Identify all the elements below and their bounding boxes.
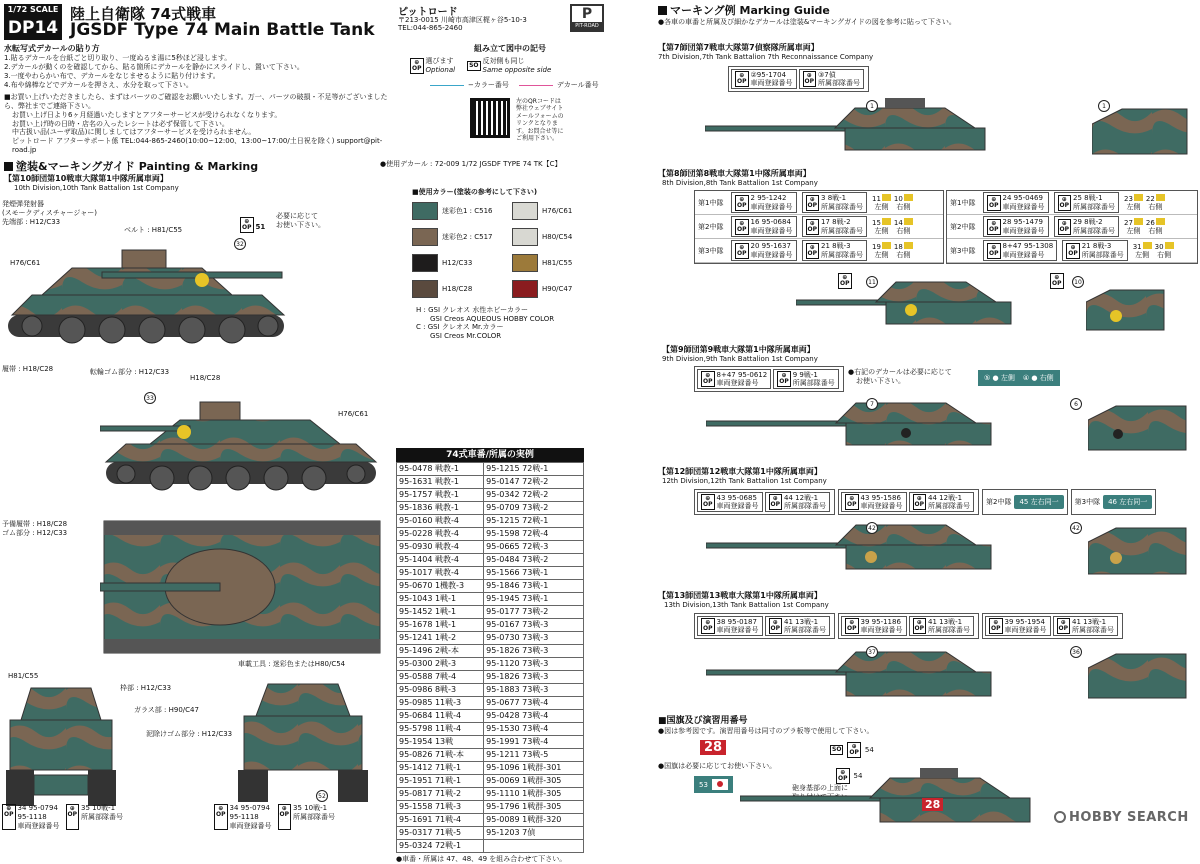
- color-swatch: [412, 280, 438, 298]
- decal-used: ●使用デカール : 72-009 1/72 JGSDF TYPE 74 TK【C】: [380, 160, 562, 168]
- color-swatch: [512, 280, 538, 298]
- callout-belt: ベルト : H81/C55: [124, 226, 183, 234]
- table-row: [397, 801, 584, 814]
- op-marker-51: ⊕ OP 51: [242, 218, 266, 231]
- table-cell: 95-0817 71戦-2: [397, 788, 484, 801]
- table-cell: 95-0665 72戦-3: [484, 541, 584, 554]
- table-row: [397, 840, 584, 853]
- table-cell: 95-1826 73戦-3: [484, 671, 584, 684]
- optional-label: 選びます: [425, 57, 454, 66]
- unit-9-tank-rear: [1088, 404, 1188, 452]
- table-cell: 95-1412 71戦-1: [397, 762, 484, 775]
- side-right: 14 右側: [894, 218, 913, 235]
- company-row: 第3中隊 ⊕ OP 8+47 95-1308 車両登録番号 ⊕ OP 21 8戦-3 所属部隊番号 31 左側 30 右側: [947, 239, 1197, 263]
- decal-marker: 32: [234, 238, 246, 250]
- table-cell: 95-0428 73戦-4: [484, 710, 584, 723]
- decal-step: 1.貼るデカールを台紙ごと切り取り、一度ぬるま湯に5秒ほど浸します。: [4, 54, 232, 63]
- table-cell: 95-1945 73戦-1: [484, 593, 584, 606]
- decal-marker: 1: [1098, 100, 1110, 112]
- table-row: [397, 580, 584, 593]
- color-item: [512, 200, 612, 222]
- company-label: 第1中隊: [950, 198, 976, 207]
- color-item: [412, 278, 512, 300]
- table-row: [397, 541, 584, 554]
- company-row: 第2中隊 ⊕ OP 16 95-0684 車両登録番号 ⊕ OP 17 8戦-2 所属部隊番号 15 左側 14 右側: [695, 215, 943, 239]
- side-right: 10 右側: [894, 194, 913, 211]
- table-cell: 95-1846 73戦-1: [484, 580, 584, 593]
- table-row: [397, 463, 584, 476]
- table-cell: 95-1215 72戦-1: [484, 463, 584, 476]
- table-cell: 95-0730 73戦-3: [484, 632, 584, 645]
- unit-12-heading-en: 12th Division,12th Tank Battalion 1st Company: [662, 477, 827, 485]
- unit-heading-en: 10th Division,10th Tank Battalion 1st Company: [14, 184, 179, 192]
- company-row: 第1中隊 ⊕ OP 2 95-1242 車両登録番号 ⊕ OP 3 8戦-1 所属部隊番号 11 左側 10 右側: [695, 191, 943, 215]
- decal-marker: 1: [866, 100, 878, 112]
- decal-marker: 7: [866, 398, 878, 410]
- company-row: 第1中隊 ⊕ OP 24 95-0469 車両登録番号 ⊕ OP 25 8戦-1 所属部隊番号 23 左側 22 右側: [947, 191, 1197, 215]
- color-label: H80/C54: [542, 232, 573, 241]
- side-right: 18 右側: [894, 242, 913, 259]
- side-left: 27 左側: [1124, 218, 1143, 235]
- decal-instructions-heading: 水転写式デカールの貼り方: [4, 44, 100, 53]
- table-cell: 95-0167 73戦-3: [484, 619, 584, 632]
- table-cell: 95-1951 71戦-1: [397, 775, 484, 788]
- table-cell: 95-0228 戦教-4: [397, 528, 484, 541]
- front-decals: ⊕ OP 34 95-0794 95-1118 車両登録番号 ⊕ OP 35 10戦-1 所属部隊番号: [4, 804, 123, 830]
- table-cell: 95-1883 73戦-3: [484, 684, 584, 697]
- tank-side-view-left: [2, 220, 294, 370]
- company-label: 第3中隊: [950, 246, 976, 255]
- callout-mud: 泥除けゴム部分 : H12/C33: [146, 730, 233, 738]
- decal-marker: 52: [316, 790, 328, 802]
- table-cell: 95-1598 72戦-4: [484, 528, 584, 541]
- table-row: [397, 684, 584, 697]
- table-row: [397, 476, 584, 489]
- table-cell: 95-0317 71戦-5: [397, 827, 484, 840]
- callout-tools: 車載工具 : 迷彩色またはH80/C54: [238, 660, 346, 668]
- table-row: [397, 632, 584, 645]
- table-cell: 95-0342 72戦-2: [484, 489, 584, 502]
- table-cell: 95-1757 戦教-1: [397, 489, 484, 502]
- color-swatch: [412, 202, 438, 220]
- company-name: ピットロード: [398, 7, 458, 18]
- color-item: [412, 226, 512, 248]
- color-label: H76/C61: [542, 206, 573, 215]
- company-row: 第2中隊 ⊕ OP 28 95-1479 車両登録番号 ⊕ OP 29 8戦-2 所属部隊番号 27 左側 26 右側: [947, 215, 1197, 239]
- table-row: [397, 619, 584, 632]
- table-cell: 95-0930 戦教-4: [397, 541, 484, 554]
- flag-tank: [740, 766, 1040, 824]
- table-cell: 95-1203 7偵: [484, 827, 584, 840]
- color-note: GSI Creos AQUEOUS HOBBY COLOR: [430, 314, 555, 323]
- table-cell: 95-1796 1戦群-305: [484, 801, 584, 814]
- table-row: [397, 502, 584, 515]
- table-cell: 95-1120 73戦-3: [484, 658, 584, 671]
- colors-heading: ■使用カラー(塗装の参考にして下さい): [412, 188, 538, 196]
- unit-12-decals: ⊕ OP 43 95-0685 車両登録番号 ⊕ OP 44 12戦-1 所属部隊番号 ⊕ OP 43 95-1586 車両登録番号 ⊕ OP 44 12戦-1 所属部隊番号 第2中隊 45 左右同一 第3中隊 46 左右同一: [694, 489, 1156, 515]
- callout-smoke: 発煙弾発射器 (スモークディスチャージャー) 先端部 : H12/C33: [2, 200, 97, 226]
- side-left: 31 左側: [1133, 242, 1152, 259]
- table-row: [397, 528, 584, 541]
- table-cell: 95-0147 72戦-2: [484, 476, 584, 489]
- table-cell: 95-1241 1戦-2: [397, 632, 484, 645]
- callout-h76: H76/C61: [10, 259, 41, 267]
- callout-wheel-rubber: 転輪ゴム部分 : H12/C33: [90, 368, 170, 376]
- table-row: [397, 697, 584, 710]
- table-row: [397, 788, 584, 801]
- table-row: [397, 515, 584, 528]
- product-code: DP14: [4, 16, 62, 40]
- callout-h18: H18/C28: [190, 374, 221, 382]
- table-row: [397, 567, 584, 580]
- table-cell: 95-1096 1戦群-301: [484, 762, 584, 775]
- unit-7-tank: [705, 98, 1005, 158]
- color-no-label: カラー番号: [473, 80, 509, 89]
- painting-heading: 塗装&マーキングガイド Painting & Marking: [4, 158, 258, 174]
- table-cell: 95-1496 2戦-本: [397, 645, 484, 658]
- callout-spare-track: 予備履帯 : H18/C28 ゴム部分 : H12/C33: [2, 520, 68, 537]
- unit-13-heading-en: 13th Division,13th Tank Battalion 1st Company: [664, 601, 829, 609]
- table-cell: 95-1110 1戦群-305: [484, 788, 584, 801]
- decal-marker: 37: [866, 646, 878, 658]
- table-row: [397, 736, 584, 749]
- table-cell: 95-5798 11戦-4: [397, 723, 484, 736]
- table-cell: 95-1631 戦教-1: [397, 476, 484, 489]
- side-right: 26 右側: [1146, 218, 1165, 235]
- table-row: [397, 775, 584, 788]
- decal-marker: 10: [1072, 276, 1084, 288]
- unit-12-tank-rear: [1088, 526, 1188, 576]
- unit-12-heading: 【第12師団第12戦車大隊第1中隊所属車両】: [658, 467, 822, 476]
- table-cell: 95-1826 73戦-3: [484, 645, 584, 658]
- table-row: [397, 606, 584, 619]
- japan-flag-icon: [712, 779, 728, 790]
- page-title-en: JGSDF Type 74 Main Battle Tank: [70, 20, 375, 40]
- unit-8-table-b: [946, 190, 1198, 264]
- so-label: 反対側も同じ: [482, 57, 525, 66]
- table-row: [397, 710, 584, 723]
- table-cell: 95-0588 7戦-4: [397, 671, 484, 684]
- decal-marker: 42: [866, 522, 878, 534]
- marking-heading: マーキング例 Marking Guide: [658, 2, 830, 18]
- table-cell: 95-0670 1機教-3: [397, 580, 484, 593]
- side-left: 19 左側: [872, 242, 891, 259]
- unit-7-heading: 【第7師団第7戦車大隊第7偵察隊所属車両】: [658, 43, 819, 52]
- table-cell: 95-1691 71戦-4: [397, 814, 484, 827]
- company-label: 第3中隊: [698, 246, 724, 255]
- colors-legend: [412, 188, 612, 341]
- unit-9-note: ●右記のデカールは必要に応じて お使い下さい。: [848, 368, 952, 385]
- decal-marker: 36: [1070, 646, 1082, 658]
- so-en: Same opposite side: [482, 66, 552, 75]
- unit-8-table-a: [694, 190, 944, 264]
- so-marker: SO ⊕ OP 54: [832, 743, 874, 756]
- side-left: 23 左側: [1124, 194, 1143, 211]
- unit-9-tank: [706, 395, 1006, 450]
- table-cell: 95-1530 73戦-4: [484, 723, 584, 736]
- tank-number-heading: 74式車番/所属の実例: [396, 448, 584, 462]
- notice-line: お買い上げ日より6ヶ月経過いたしますとアフターサービスが受けられなくなります。: [12, 110, 282, 119]
- unit-8-op-2: ⊕ OP: [1052, 274, 1062, 287]
- so-icon: SO: [469, 62, 479, 70]
- decal-instructions: [4, 44, 394, 155]
- unit-8-tank: [796, 272, 1016, 332]
- pit-road-logo: P PIT-ROAD: [570, 4, 604, 32]
- table-cell: 95-0160 戦教-4: [397, 515, 484, 528]
- flags-note-2: ●国旗は必要に応じてお使い下さい。: [658, 762, 777, 770]
- table-cell: 95-0478 戦教-1: [397, 463, 484, 476]
- callout-glass: ガラス部 : H90/C47: [134, 706, 199, 714]
- exercise-number: 28: [700, 740, 726, 755]
- side-left: 11 左側: [872, 194, 891, 211]
- unit-7-heading-en: 7th Division,7th Tank Battalion 7th Reconnaissance Company: [658, 53, 874, 61]
- unit-9-heading: 【第9師団第9戦車大隊第1中隊所属車両】: [662, 345, 815, 354]
- color-label: H12/C33: [442, 258, 473, 267]
- color-swatch: [512, 202, 538, 220]
- callout-h76-2: H76/C61: [338, 410, 369, 418]
- company-label: 第2中隊: [698, 222, 724, 231]
- table-cell: 95-1954 13戦: [397, 736, 484, 749]
- side-left: 15 左側: [872, 218, 891, 235]
- table-cell: 95-1566 73戦-1: [484, 567, 584, 580]
- unit-9-decals: ⊕ OP 8+47 95-0612 車両登録番号 ⊕ OP 9 9戦-1 所属部隊番号: [694, 366, 844, 392]
- decal-marker: 42: [1070, 522, 1082, 534]
- callout-h81: H81/C55: [8, 672, 39, 680]
- decal-marker: 6: [1070, 398, 1082, 410]
- table-cell: 95-0985 11戦-3: [397, 697, 484, 710]
- tank-number-footnote: ●車番・所属は 47、48、49 を組み合わせて下さい。: [396, 855, 567, 863]
- callout-frame: 枠部 : H12/C33: [120, 684, 172, 692]
- color-label: 迷彩色1 : C516: [442, 206, 493, 215]
- company-label: 第2中隊: [950, 222, 976, 231]
- decal-step: 3.一度やわらかい布で、デカールをなじませるように貼り付けます。: [4, 71, 220, 80]
- table-cell: 95-1404 戦教-4: [397, 554, 484, 567]
- table-row: [397, 762, 584, 775]
- table-cell: 95-1215 72戦-1: [484, 515, 584, 528]
- company-label: 第1中隊: [698, 198, 724, 207]
- color-note: H : GSI クレオス 水性ホビーカラー: [416, 305, 528, 314]
- hobby-search-watermark: HOBBY SEARCH: [1054, 810, 1189, 825]
- table-cell: 95-0677 73戦-4: [484, 697, 584, 710]
- decal-marker: 33: [144, 392, 156, 404]
- table-cell: 95-0300 2戦-3: [397, 658, 484, 671]
- table-row: [397, 489, 584, 502]
- callout-track: 履帯 : H18/C28: [2, 365, 54, 373]
- unit-7-tank-rear: [1092, 104, 1192, 159]
- notice-line: お買い上げ時の日時・店名の入ったレシートは必ず保管して下さい。: [12, 119, 229, 128]
- qr-code-icon[interactable]: [470, 98, 510, 138]
- op-icon: ⊕ OP: [412, 59, 422, 73]
- optional-en: Optional: [425, 66, 456, 75]
- unit-12-tank: [706, 517, 1006, 573]
- table-row: [397, 749, 584, 762]
- table-cell: 95-1836 戦教-1: [397, 502, 484, 515]
- table-cell: 95-0324 72戦-1: [397, 840, 484, 853]
- tank-front-view: [6, 680, 116, 810]
- table-cell: 95-0484 73戦-2: [484, 554, 584, 567]
- table-cell: 95-0986 8戦-3: [397, 684, 484, 697]
- side-right: 30 右側: [1155, 242, 1174, 259]
- decal-step: 4.布や綿棒などでデカールを押さえ、水分を取って下さい。: [4, 80, 193, 89]
- unit-13-tank-rear: [1088, 652, 1188, 700]
- table-cell: [484, 840, 584, 853]
- unit-8-op: ⊕ OP: [840, 274, 850, 287]
- table-cell: 95-0069 1戦群-305: [484, 775, 584, 788]
- table-row: [397, 827, 584, 840]
- flags-heading: ■国旗及び演習用番号: [658, 716, 748, 726]
- table-cell: 95-0089 1戦群-320: [484, 814, 584, 827]
- unit-8-heading-en: 8th Division,8th Tank Battalion 1st Company: [662, 179, 818, 187]
- unit-9-options: ⑤ ● 左側 ④ ● 右側: [978, 370, 1060, 386]
- table-row: [397, 593, 584, 606]
- table-cell: 95-1678 1戦-1: [397, 619, 484, 632]
- color-swatch: [412, 228, 438, 246]
- decal-step: 2.デカールが動くのを確認してから、貼る箇所にデカールを静かにスライドし、置いて下さい。: [4, 63, 304, 72]
- flags-note-1: ●図は参考図です。演習用番号は同寸のプラ板等で使用して下さい。: [658, 727, 874, 735]
- unit-13-decals: ⊕ OP 38 95-0187 車両登録番号 ⊕ OP 41 13戦-1 所属部隊番号 ⊕ OP 39 95-1186 車両登録番号 ⊕ OP 41 13戦-1 所属部隊番号 ⊕ OP 39 95-1954 車両登録番号 ⊕ OP 41 13戦-1 所属部隊番号: [694, 613, 1123, 639]
- tank-side-view-right: [100, 392, 382, 502]
- color-item: [512, 278, 612, 300]
- color-note: GSI Creos Mr.COLOR: [430, 332, 502, 340]
- table-cell: 95-0684 11戦-4: [397, 710, 484, 723]
- color-item: [412, 252, 512, 274]
- unit-8-tank-rear: [1086, 288, 1166, 332]
- turret-note: 砲身基部の上面に: [792, 784, 848, 792]
- exercise-number-on-tank: 28: [922, 798, 943, 811]
- table-row: [397, 671, 584, 684]
- side-right: 22 右側: [1146, 194, 1165, 211]
- color-label: H81/C55: [542, 258, 573, 267]
- tank-top-view: [100, 517, 390, 657]
- table-row: [397, 645, 584, 658]
- flag-decal: 53: [694, 776, 733, 793]
- table-row: [397, 814, 584, 827]
- table-cell: 95-1991 73戦-4: [484, 736, 584, 749]
- symbols-heading: 組み立て図中の記号: [474, 44, 546, 53]
- table-row: [397, 658, 584, 671]
- notice-line: ■お買い上げいただきましたら、まずはパーツのご確認をお願いいたします。万一、パーツの破損・不足等がございましたら、弊社までご連絡下さい。: [4, 93, 388, 111]
- table-row: [397, 554, 584, 567]
- decal-marker: 11: [866, 276, 878, 288]
- color-swatch: [412, 254, 438, 272]
- color-item: [512, 226, 612, 248]
- color-label: H90/C47: [542, 284, 573, 293]
- table-cell: 95-0709 73戦-2: [484, 502, 584, 515]
- table-cell: 95-0177 73戦-2: [484, 606, 584, 619]
- symbols-legend: 組み立て図中の記号 ⊕ OP 選びます Optional SO 反対側も同じ Same opposite side − カラー番号 デカール番号 左のQRコードは弊社ウェブサイトメールフォームのリンクとなります。お問合せ等にご利用下さい。: [410, 44, 610, 143]
- color-item: [412, 200, 512, 222]
- unit-13-heading: 【第13師団第13戦車大隊第1中隊所属車両】: [658, 591, 822, 600]
- company-address: 〒213-0015 川崎市高津区梶ヶ谷5-10-3: [398, 16, 527, 24]
- unit-8-heading: 【第8師団第8戦車大隊第1中隊所属車両】: [658, 169, 811, 178]
- unit-7-decals: ⊕ OP ②95-1704 車両登録番号 ⊕ OP ③7偵 所属部隊番号: [728, 66, 869, 92]
- qr-text: 左のQRコードは弊社ウェブサイトメールフォームのリンクとなります。お問合せ等にご利用下さい。: [516, 97, 564, 143]
- color-note: C : GSI クレオス Mr.カラー: [416, 323, 504, 332]
- color-item: [512, 252, 612, 274]
- color-label: H18/C28: [442, 284, 473, 293]
- table-cell: 95-1043 1戦-1: [397, 593, 484, 606]
- rear-decals: ⊕ OP 34 95-0794 95-1118 車両登録番号 ⊕ OP 35 10戦-1 所属部隊番号: [216, 804, 335, 830]
- unit-13-tank: [706, 644, 1006, 700]
- table-cell: 95-1558 71戦-3: [397, 801, 484, 814]
- op-marker-54: ⊕ OP 54: [838, 769, 863, 782]
- table-cell: 95-1017 戦教-4: [397, 567, 484, 580]
- tank-number-table: [396, 448, 584, 864]
- callout-optional: 必要に応じて お使い下さい。: [276, 212, 325, 229]
- decal-no-label: デカール番号: [556, 80, 599, 89]
- unit-heading: 【第10師団第10戦車大隊第1中隊所属車両】: [4, 174, 168, 183]
- color-swatch: [512, 228, 538, 246]
- notice-line: 中古扱い品(ユーザ取品)に関しましてはアフターサービスを受けられません。: [12, 128, 256, 137]
- marking-intro: ●各車の車番と所属及び細かなデカールは塗装&マーキングガイドの図を参考に貼って下さい。: [658, 18, 956, 26]
- page-title-jp: 陸上自衛隊 74式戦車: [70, 5, 217, 23]
- tank-rear-view: [238, 676, 368, 806]
- unit-9-heading-en: 9th Division,9th Tank Battalion 1st Company: [662, 355, 818, 363]
- scale-badge: 1/72 SCALE: [4, 4, 62, 16]
- color-label: 迷彩色2 : C517: [442, 232, 493, 241]
- table-cell: 95-1211 73戦-5: [484, 749, 584, 762]
- hobby-search-logo-icon: [1054, 811, 1066, 823]
- company-row: 第3中隊 ⊕ OP 20 95-1637 車両登録番号 ⊕ OP 21 8戦-3 所属部隊番号 19 左側 18 右側: [695, 239, 943, 263]
- notice-line: ピットロード アフターサポート係 TEL:044-865-2460(10:00~12:00、13:00~17:00/土日祝を除く) support@pit-road.jp: [12, 137, 383, 154]
- company-tel: TEL:044-865-2460: [398, 24, 463, 32]
- table-row: [397, 723, 584, 736]
- table-cell: 95-1452 1戦-1: [397, 606, 484, 619]
- table-cell: 95-0826 71戦-本: [397, 749, 484, 762]
- color-swatch: [512, 254, 538, 272]
